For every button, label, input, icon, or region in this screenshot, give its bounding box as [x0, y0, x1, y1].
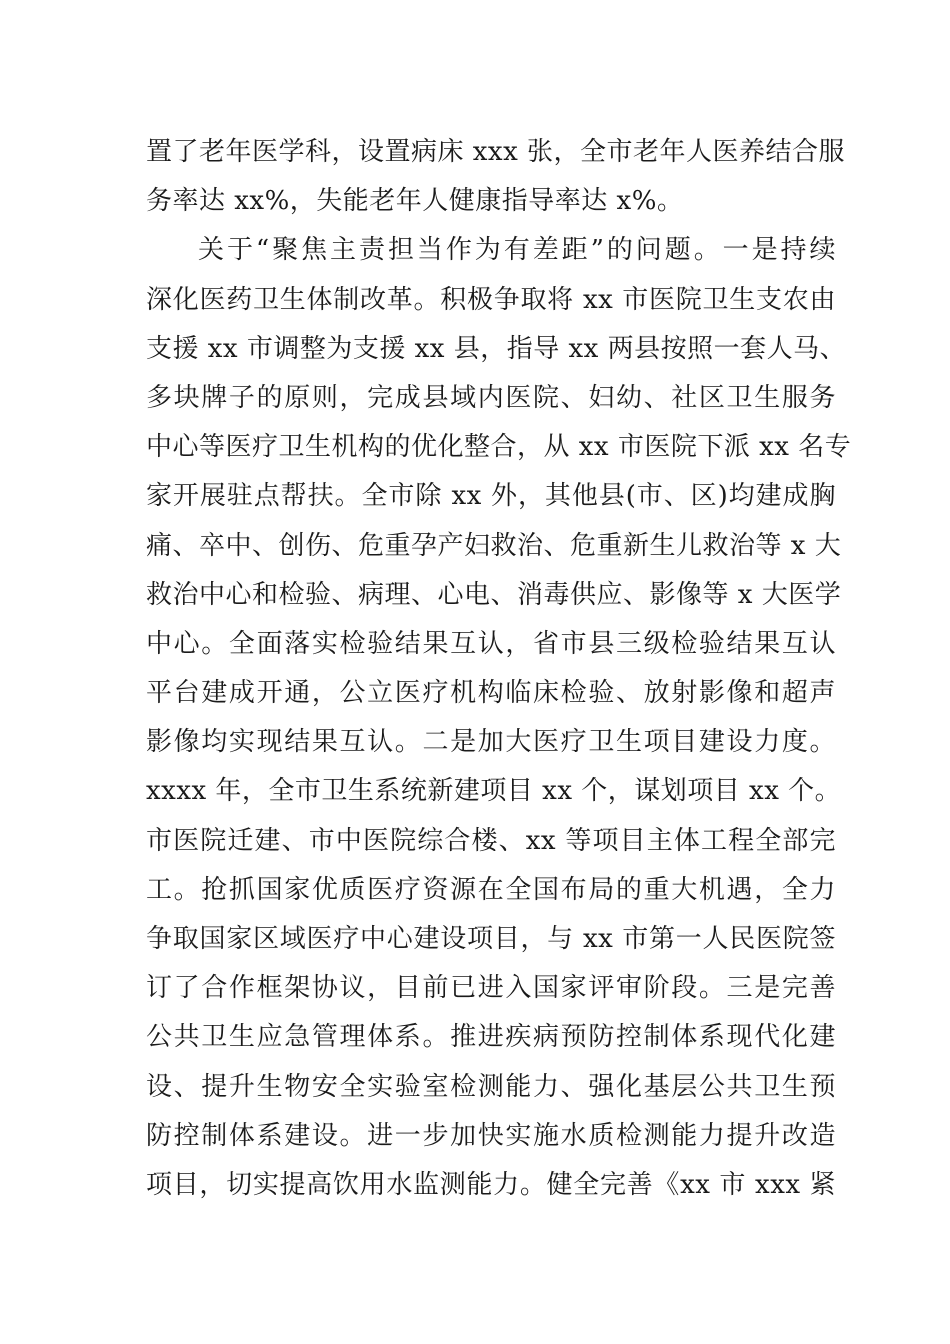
text-line: xxxx 年，全市卫生系统新建项目 xx 个，谋划项目 xx 个。	[146, 776, 842, 807]
text-line: 影像均实现结果互认。二是加大医疗卫生项目建设力度。	[146, 727, 836, 758]
text-line: 救治中心和检验、病理、心电、消毒供应、影像等 x 大医学	[146, 579, 842, 610]
text-line: 公共卫生应急管理体系。推进疾病预防控制体系现代化建	[146, 1022, 836, 1053]
text-line: 平台建成开通，公立医疗机构临床检验、放射影像和超声	[146, 678, 836, 709]
text-line: 支援 xx 市调整为支援 xx 县，指导 xx 两县按照一套人马、	[146, 333, 847, 364]
text-line: 防控制体系建设。进一步加快实施水质检测能力提升改造	[146, 1120, 836, 1151]
text-line: 深化医药卫生体制改革。积极争取将 xx 市医院卫生支农由	[146, 284, 836, 315]
text-line: 工。抢抓国家优质医疗资源在全国布局的重大机遇，全力	[146, 874, 836, 905]
text-line: 置了老年医学科，设置病床 xxx 张，全市老年人医养结合服	[146, 137, 846, 167]
text-line: 多块牌子的原则，完成县域内医院、妇幼、社区卫生服务	[146, 382, 836, 413]
text-line: 设、提升生物安全实验室检测能力、强化基层公共卫生预	[146, 1071, 836, 1102]
text-line: 务率达 xx%，失能老年人健康指导率达 x%。	[146, 186, 684, 217]
text-line: 中心。全面落实检验结果互认，省市县三级检验结果互认	[146, 628, 836, 659]
text-line: 争取国家区域医疗中心建设项目，与 xx 市第一人民医院签	[146, 924, 836, 954]
text-line: 项目，切实提高饮用水监测能力。健全完善《xx 市 xxx 紧	[146, 1169, 836, 1200]
text-line: 订了合作框架协议，目前已进入国家评审阶段。三是完善	[146, 973, 836, 1004]
paragraph-first-line: 关于“聚焦主责担当作为有差距”的问题。一是持续	[198, 235, 836, 266]
text-line: 家开展驻点帮扶。全市除 xx 外，其他县(市、区)均建成胸	[146, 481, 836, 512]
text-line: 中心等医疗卫生机构的优化整合，从 xx 市医院下派 xx 名专	[146, 432, 852, 463]
text-line: 市医院迁建、市中医院综合楼、xx 等项目主体工程全部完	[146, 825, 836, 856]
body-text	[146, 128, 852, 1210]
text-line: 痛、卒中、创伤、危重孕产妇救治、危重新生儿救治等 x 大	[146, 530, 842, 561]
